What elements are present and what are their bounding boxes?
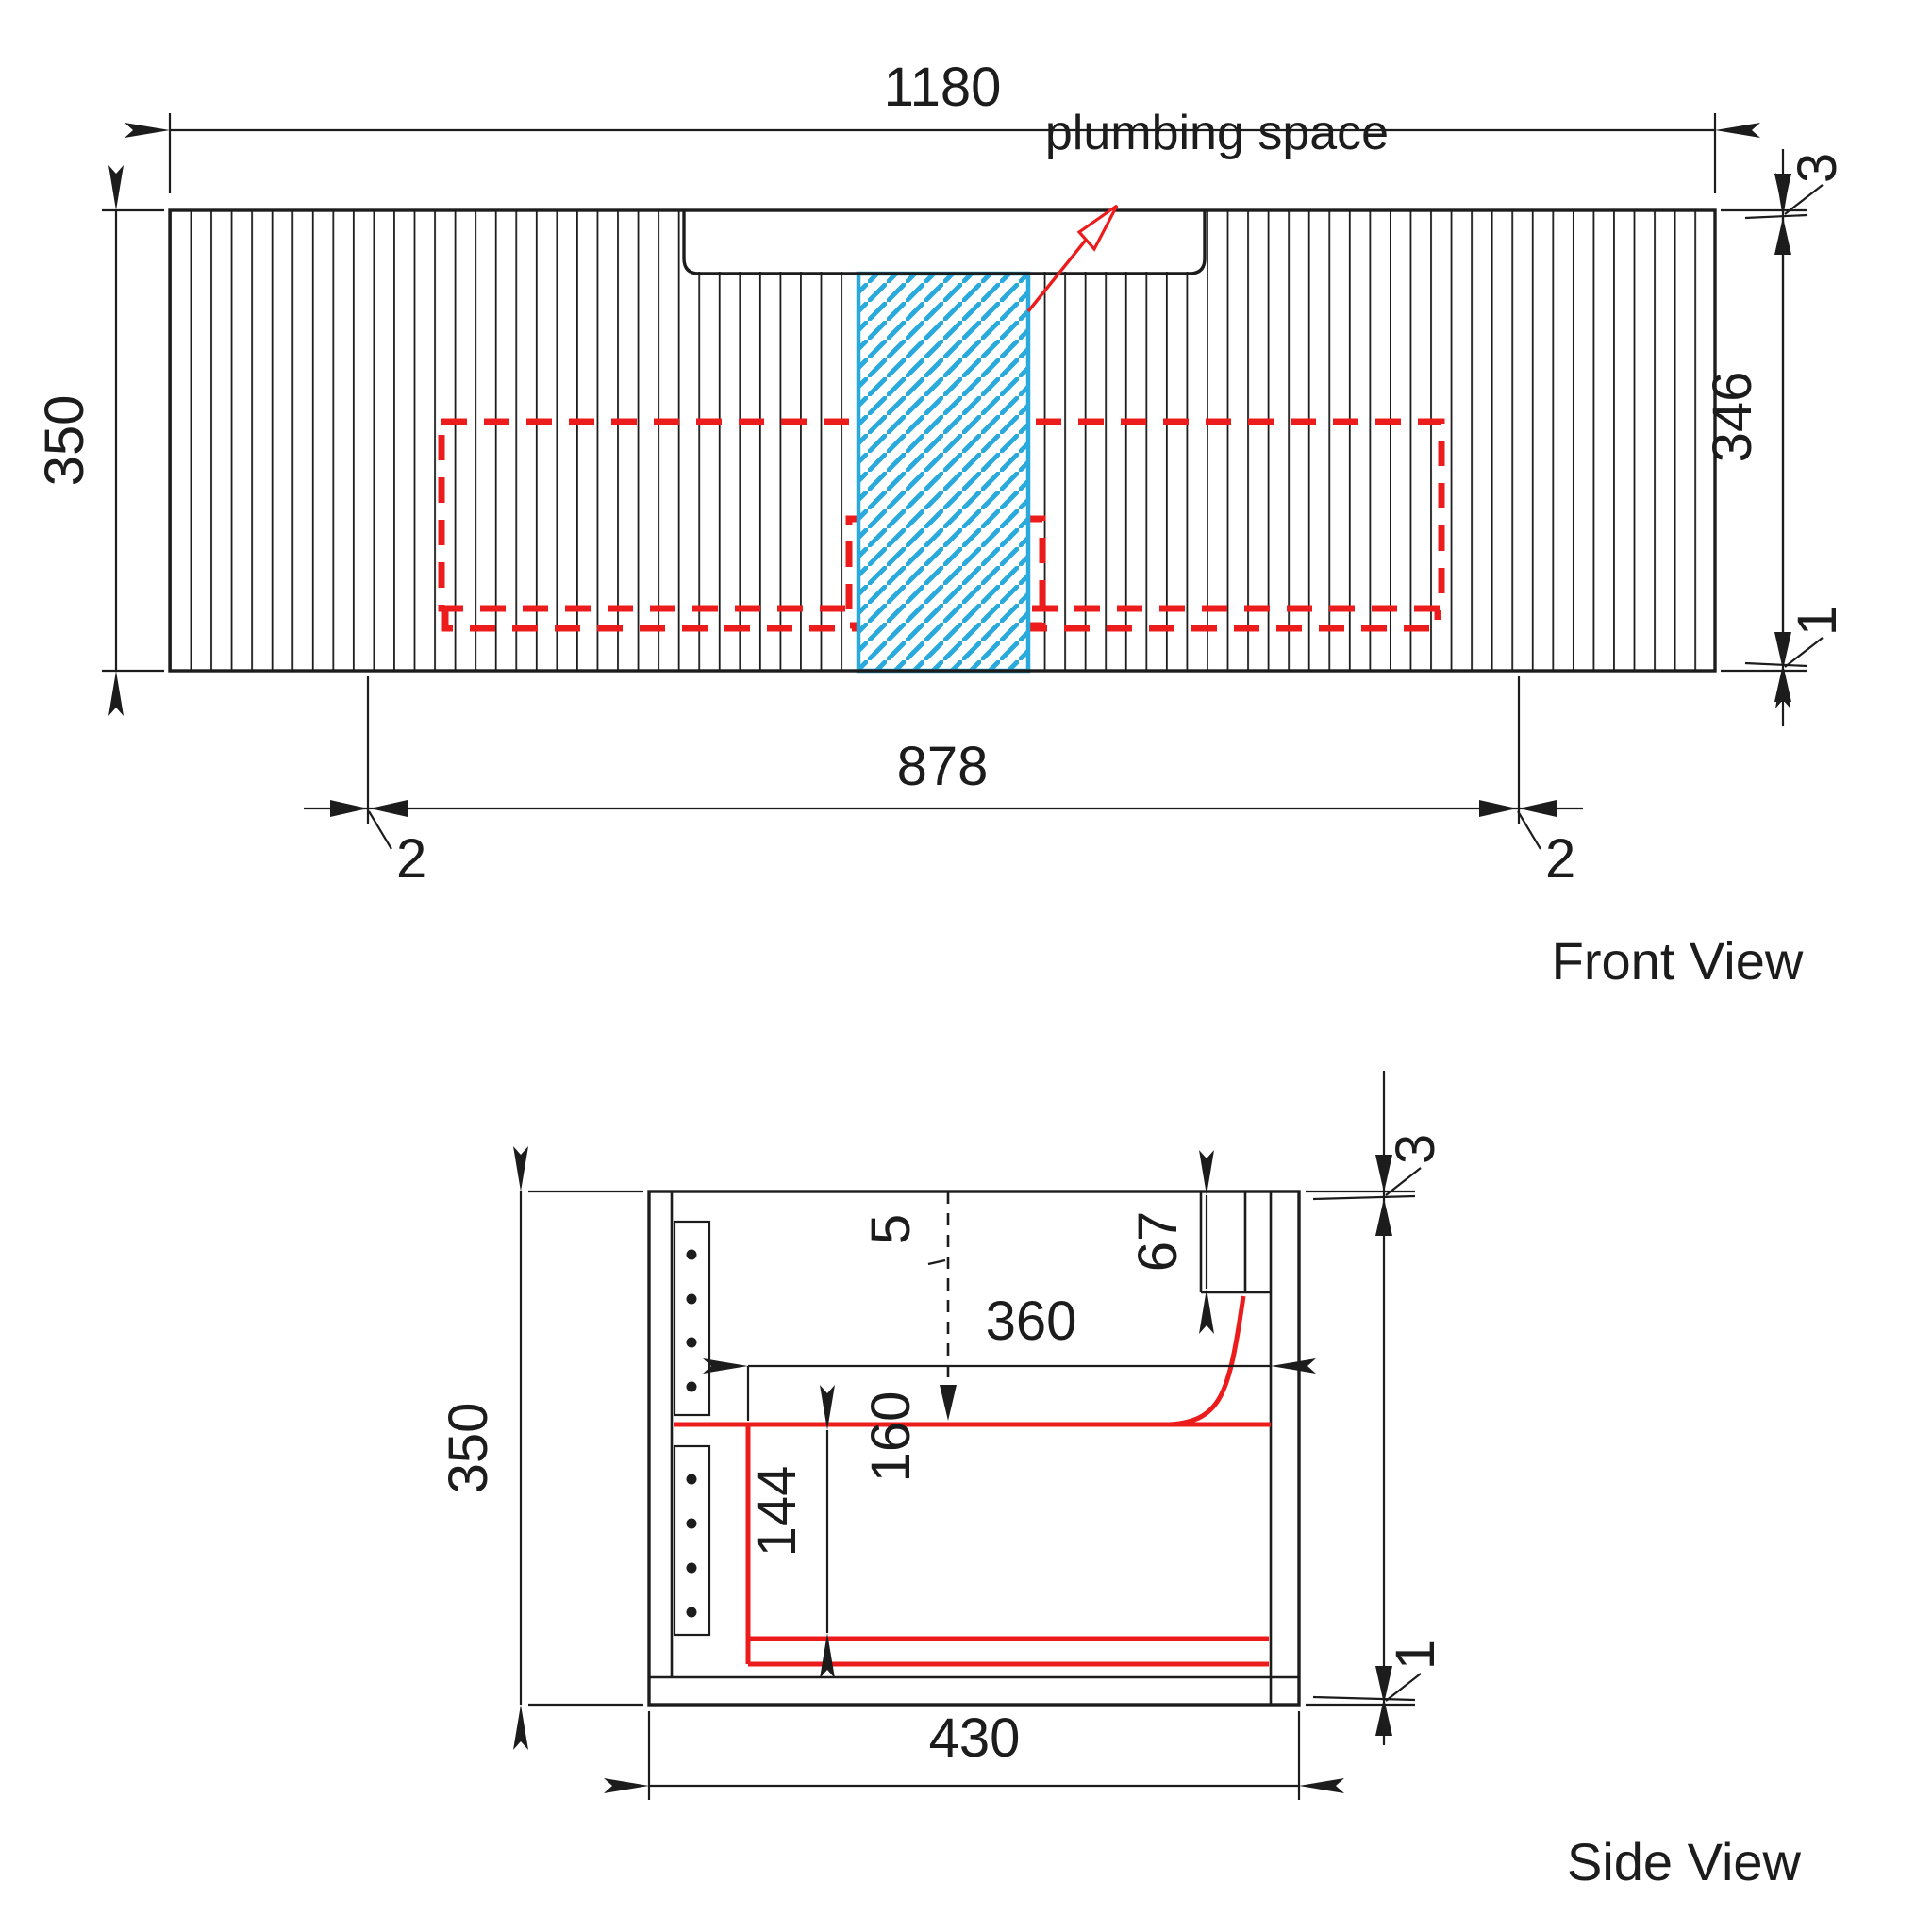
dim-back-clearance bbox=[1127, 1195, 1207, 1289]
mounting-rail-lower bbox=[675, 1446, 709, 1635]
dim-label-3-front: 3 bbox=[1787, 152, 1848, 184]
dim-label-430: 430 bbox=[928, 1707, 1021, 1769]
dim-label-1180: 1180 bbox=[883, 57, 1002, 118]
dim-label-2-right: 2 bbox=[1545, 828, 1576, 890]
dim-label-350-front: 350 bbox=[34, 394, 95, 487]
dim-160-5-separator-tick bbox=[928, 1260, 945, 1264]
dim-drawer-depth bbox=[748, 1291, 1271, 1421]
side-view-title: Side View bbox=[1566, 1832, 1802, 1891]
drawer-back-curve bbox=[1170, 1296, 1243, 1424]
basin-notch-fill bbox=[686, 208, 1203, 272]
dim-label-144: 144 bbox=[746, 1465, 808, 1557]
dim-label-346: 346 bbox=[1702, 371, 1763, 463]
dim-label-1-side: 1 bbox=[1385, 1639, 1446, 1671]
dim-label-360: 360 bbox=[985, 1291, 1077, 1352]
dim-side-right-chain bbox=[1306, 1071, 1446, 1745]
front-view bbox=[34, 57, 1848, 991]
dim-label-67: 67 bbox=[1127, 1210, 1189, 1273]
mounting-rail-upper bbox=[675, 1222, 709, 1415]
plumbing-space-label: plumbing space bbox=[1044, 106, 1390, 160]
side-view bbox=[438, 1071, 1802, 1891]
dim-label-878: 878 bbox=[896, 736, 989, 797]
dim-side-height bbox=[438, 1191, 643, 1705]
dim-drawer-height bbox=[746, 1430, 827, 1633]
dim-drawer-span bbox=[304, 676, 1583, 890]
dim-right-chain bbox=[1702, 149, 1848, 726]
dim-side-depth bbox=[649, 1707, 1299, 1800]
dim-label-3-side: 3 bbox=[1385, 1133, 1446, 1165]
plumbing-space-area bbox=[858, 274, 1028, 671]
dim-label-5: 5 bbox=[860, 1213, 922, 1245]
dim-label-2-left: 2 bbox=[396, 828, 427, 890]
dim-overall-width bbox=[170, 57, 1715, 193]
dim-label-1-front: 1 bbox=[1787, 605, 1848, 637]
front-view-title: Front View bbox=[1551, 931, 1804, 991]
dim-top-to-drawer bbox=[860, 1191, 957, 1482]
dim-label-160: 160 bbox=[860, 1391, 922, 1483]
dim-label-350-side: 350 bbox=[438, 1402, 499, 1494]
dim-front-height bbox=[34, 210, 164, 671]
